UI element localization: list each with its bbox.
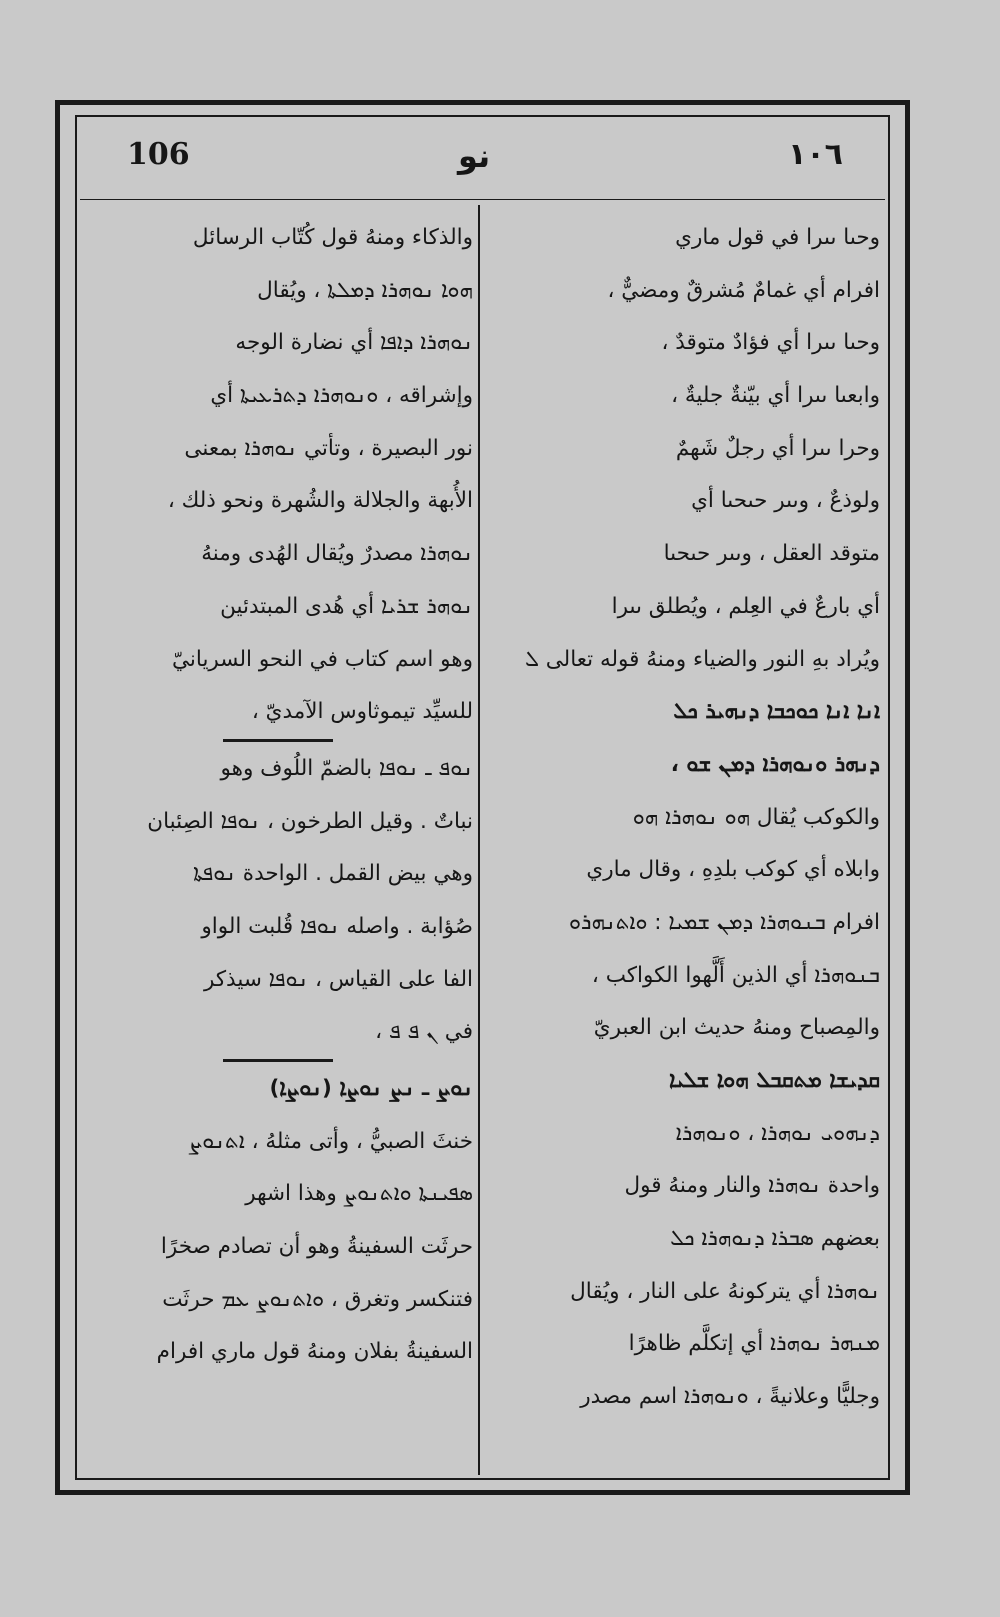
- text-line: والكوكب يُقال ܗܘ ܢܘܗܪܐ ܗܘ: [632, 804, 880, 830]
- text-line: وحىا ىىرا أي فؤادٌ متوقدٌ ،: [661, 330, 880, 356]
- right-column: [487, 212, 880, 1424]
- text-line: السفينةُ بفلان ومنهُ قول ماري افرام: [156, 1339, 473, 1365]
- text-line: ܡܢܗܪ ܢܘܗܪܐ أي إتكلَّم ظاهرًا: [628, 1331, 880, 1357]
- text-line: وإشراقه ، ܘܢܘܗܪܐ ܕܬܪܥܝܬܐ أي: [210, 383, 473, 409]
- left-column: [83, 212, 473, 1379]
- text-line: الفا على القياس ، ܢܘܦܐ سيذكر: [203, 966, 473, 992]
- text-line: والذكاء ومنهُ قول كُتّاب الرسائل: [192, 225, 473, 250]
- text-line: ܢܘܗܪܐ ܕܐܦܐ أي نضارة الوجه: [235, 330, 473, 356]
- text-line: نباتٌ . وقيل الطرخون ، ܢܘܦܐ الصِئبان: [147, 808, 473, 834]
- text-line: وهي بيض القمل . الواحدة ܢܘܦܬܐ: [193, 861, 473, 887]
- text-line: نور البصيرة ، وتأتي ܢܘܗܪܐ بمعنى: [184, 435, 473, 461]
- text-line: ܒܢܘܗܪܐ أي الذين أَلَّهوا الكواكب ،: [591, 962, 880, 988]
- text-line: ܕܢܗܘܝ ܢܘܗܪܐ ، ܘܢܘܗܪܐ: [675, 1120, 880, 1146]
- text-line: صُؤابة . واصله ܢܘܦܐ قُلبت الواو: [201, 913, 473, 939]
- text-line: واحدة ܢܘܗܪܐ والنار ومنهُ قول: [624, 1173, 880, 1199]
- page-number-latin: 106: [127, 137, 190, 172]
- text-line: افرام ܒܢܘܗܪܐ ܕܡܢ ܫܡܝܐ : ܘܐܬܢܗܪܘ: [569, 909, 880, 935]
- text-line: ܢܘܗܪܐ مصدرٌ ويُقال الهُدى ومنهُ: [201, 541, 473, 567]
- entry-heading-line: ܢܘܨ ـ ܢܨ ܢܘܨܐ (ܢܘܨܐ): [269, 1076, 473, 1101]
- text-line: ܢܘܗܪ ܫܪܝܐ أي هُدى المبتدئين: [220, 593, 473, 619]
- text-line: وهو اسم كتاب في النحو السريانيّ: [171, 646, 473, 672]
- section-heading-letter: نو: [458, 137, 491, 175]
- text-line: وحرا ىىرا أي رجلٌ شَهمٌ: [675, 435, 880, 461]
- text-line: والمِصباح ومنهُ حديث ابن العبريّ: [593, 1015, 880, 1041]
- text-line: ܗܘܐ ܢܘܗܪܐ ܕܡܠܬܐ ، ويُقال: [257, 277, 473, 303]
- text-line: متوقد العقل ، وىىر حىحىا: [663, 541, 880, 567]
- text-line: وابلاه أي كوكب بلدِهِ ، وقال ماري: [586, 857, 880, 883]
- text-line: وجليًّا وعلانيةً ، ܘܢܘܗܪܐ اسم مصدر: [580, 1384, 880, 1410]
- text-line: الأُبهة والجلالة والشُهرة ونحو ذلك ،: [167, 488, 473, 514]
- text-line: ܩܕܝܫܐ ܡܬܩܒܠ ܗܘܐ ܫܠܝܐ: [669, 1068, 880, 1093]
- text-line: للسيِّد تيموثاوس الآمديّ ،: [251, 699, 473, 725]
- text-line: وحىا ىىرا في قول ماري: [675, 225, 880, 250]
- text-line: خنثَ الصبيُّ ، وأتى مثلهُ ، ܐܬܢܘܨ: [188, 1128, 473, 1154]
- text-line: ولوذعٌ ، وىىر حىحىا أي: [691, 488, 880, 514]
- text-line: ܕܢܗܪ ܘܢܘܗܪܐ ܕܡܢ ܫܘ ،: [670, 751, 880, 777]
- text-line: حرثَت السفينةُ وهو أن تصادم صخرًا: [160, 1234, 473, 1260]
- page-header: [80, 125, 885, 200]
- text-line: في ܢ ܦ ܦ ،: [375, 1019, 473, 1045]
- text-line: ܣܦܝܢܬܐ ܘܐܬܢܘܨ وهذا اشهر: [245, 1181, 473, 1207]
- text-line: افرام أي غمامٌ مُشرقٌ ومضيٌّ ،: [607, 277, 880, 303]
- entry-heading-line: ܢܘܦ ـ ܢܘܦܐ بالضمّ اللُوف وهو: [220, 755, 473, 781]
- text-line: ܢܘܗܪܐ أي يتركونهُ على النار ، ويُقال: [570, 1278, 880, 1304]
- text-line: ويُراد بهِ النور والضياء ومنهُ قوله تعالى ܠ: [524, 646, 880, 672]
- text-line: فتنكسر وتغرق ، ܘܐܬܢܘܨ ܥܡ حرثَت: [162, 1286, 473, 1312]
- text-line: بعضهم ܣܒܪܐ ܕܢܘܗܪܐ ܟܠ: [670, 1226, 880, 1252]
- column-divider: [478, 205, 480, 1475]
- text-line: وابعىا ىىرا أي بيّنةٌ جليةٌ ،: [671, 383, 880, 409]
- page-number-arabic: ١٠٦: [788, 137, 843, 172]
- text-line: ܐܢܐ ܐܢܐ ܟܘܟܒܐ ܕܢܗܝܪ ܟܠ: [673, 699, 880, 725]
- text-line: أي بارعٌ في العِلم ، ويُطلق ىىرا: [611, 593, 880, 619]
